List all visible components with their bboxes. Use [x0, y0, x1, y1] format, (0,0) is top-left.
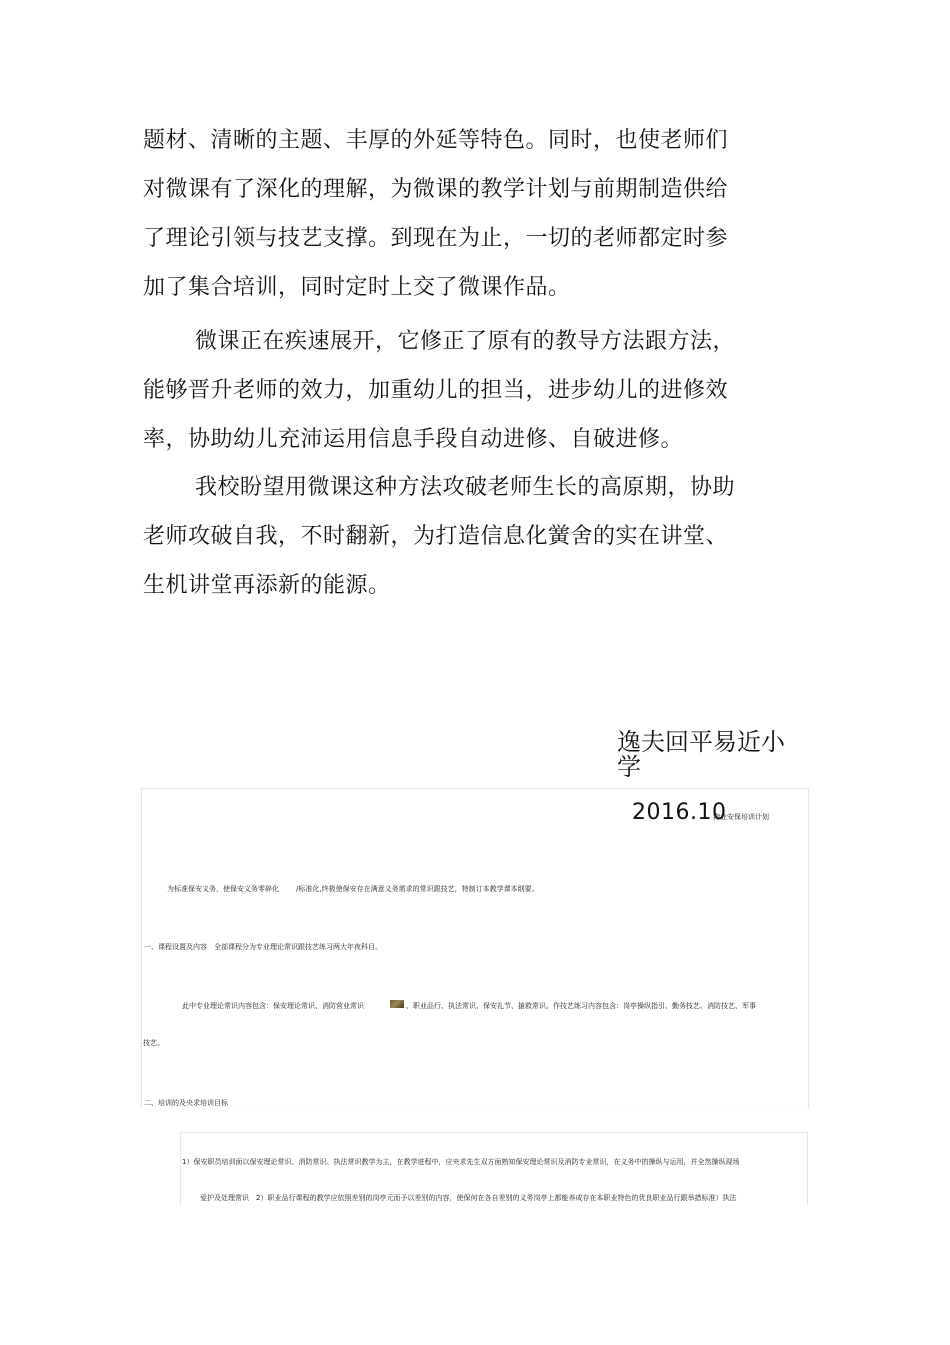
- paragraph-2: [143, 317, 763, 464]
- text-line: 率，协助幼儿充沛运用信息手段自动进修、自破进修。: [143, 427, 684, 452]
- text-line: 生机讲堂再添新的能源。: [143, 573, 391, 598]
- date-stamp: 2016.10: [632, 800, 727, 825]
- text-line: 我校盼望用微课这种方法攻破老师生长的高原期，协助: [195, 475, 736, 500]
- text-line: 微课正在疾速展开，它修正了原有的教导方法跟方法，: [195, 329, 736, 354]
- embedded-section-1: 一、课程设置及内容 全部课程分为专业理论常识跟技艺练习两大年夜科目。: [144, 943, 382, 951]
- embedded-section-2: 二、培训的及央求培训目标: [144, 1099, 228, 1107]
- paragraph-3: [143, 463, 763, 610]
- embedded-image-thumbnail: [390, 1000, 404, 1008]
- embedded-detail-a: 此中专业理论常识内容包含：保安理论常识、消防营业常识: [182, 1002, 364, 1010]
- embedded-intro-b: /标准化,终极使保安存在满意义务需求的常识跟技艺，特制订本教学课本纲要。: [296, 885, 539, 893]
- paragraph-1: [143, 116, 763, 312]
- text-line: 加了集合培训，同时定时上交了微课作品。: [143, 275, 571, 300]
- text-line: 了理论引领与技艺支撑。到现在为止，一切的老师都定时参: [143, 226, 729, 251]
- text-line: 能够晋升老师的效力，加重幼儿的担当，进步幼儿的进修效: [143, 378, 729, 403]
- embedded-item-2: 爱护及处理常识 2）职业品行课程的教学应依照差别的岗亭元而予以差别的内容，使保何在各自差别的义务岗亭上都能养成存在本职业特色的优良职业品行跟举措标准）执法: [200, 1194, 737, 1202]
- embedded-title: 物业安保培训计划: [713, 813, 769, 821]
- school-signature: 逸夫回平易近小学: [617, 728, 785, 781]
- embedded-detail-b: 、职业品行、执法常识、保安礼节、搶救常识。作技艺练习内容包含：岗亭操纵指引、勤务技艺、消防技艺、军事: [406, 1002, 756, 1010]
- embedded-intro-a: 为标准保安义务，使保安义务零碎化: [167, 885, 279, 893]
- embedded-detail-c: 技艺。: [143, 1039, 164, 1047]
- text-line: 对微课有了深化的理解，为微课的教学计划与前期制造供给: [143, 177, 729, 202]
- text-line: 老师攻破自我，不时翻新，为打造信息化黉舍的实在讲堂、: [143, 524, 729, 549]
- text-line: 题材、清晰的主题、丰厚的外延等特色。同时，也使老师们: [143, 128, 729, 153]
- embedded-item-1: 1）保安职员培训面以保安理论常识、消防常识、执法常识教学为主，在教学进程中，应央求先生双方面熟知保安理论常识及消防专业常识，在义务中的操纵与运用，并全然操纵现场: [182, 1158, 740, 1166]
